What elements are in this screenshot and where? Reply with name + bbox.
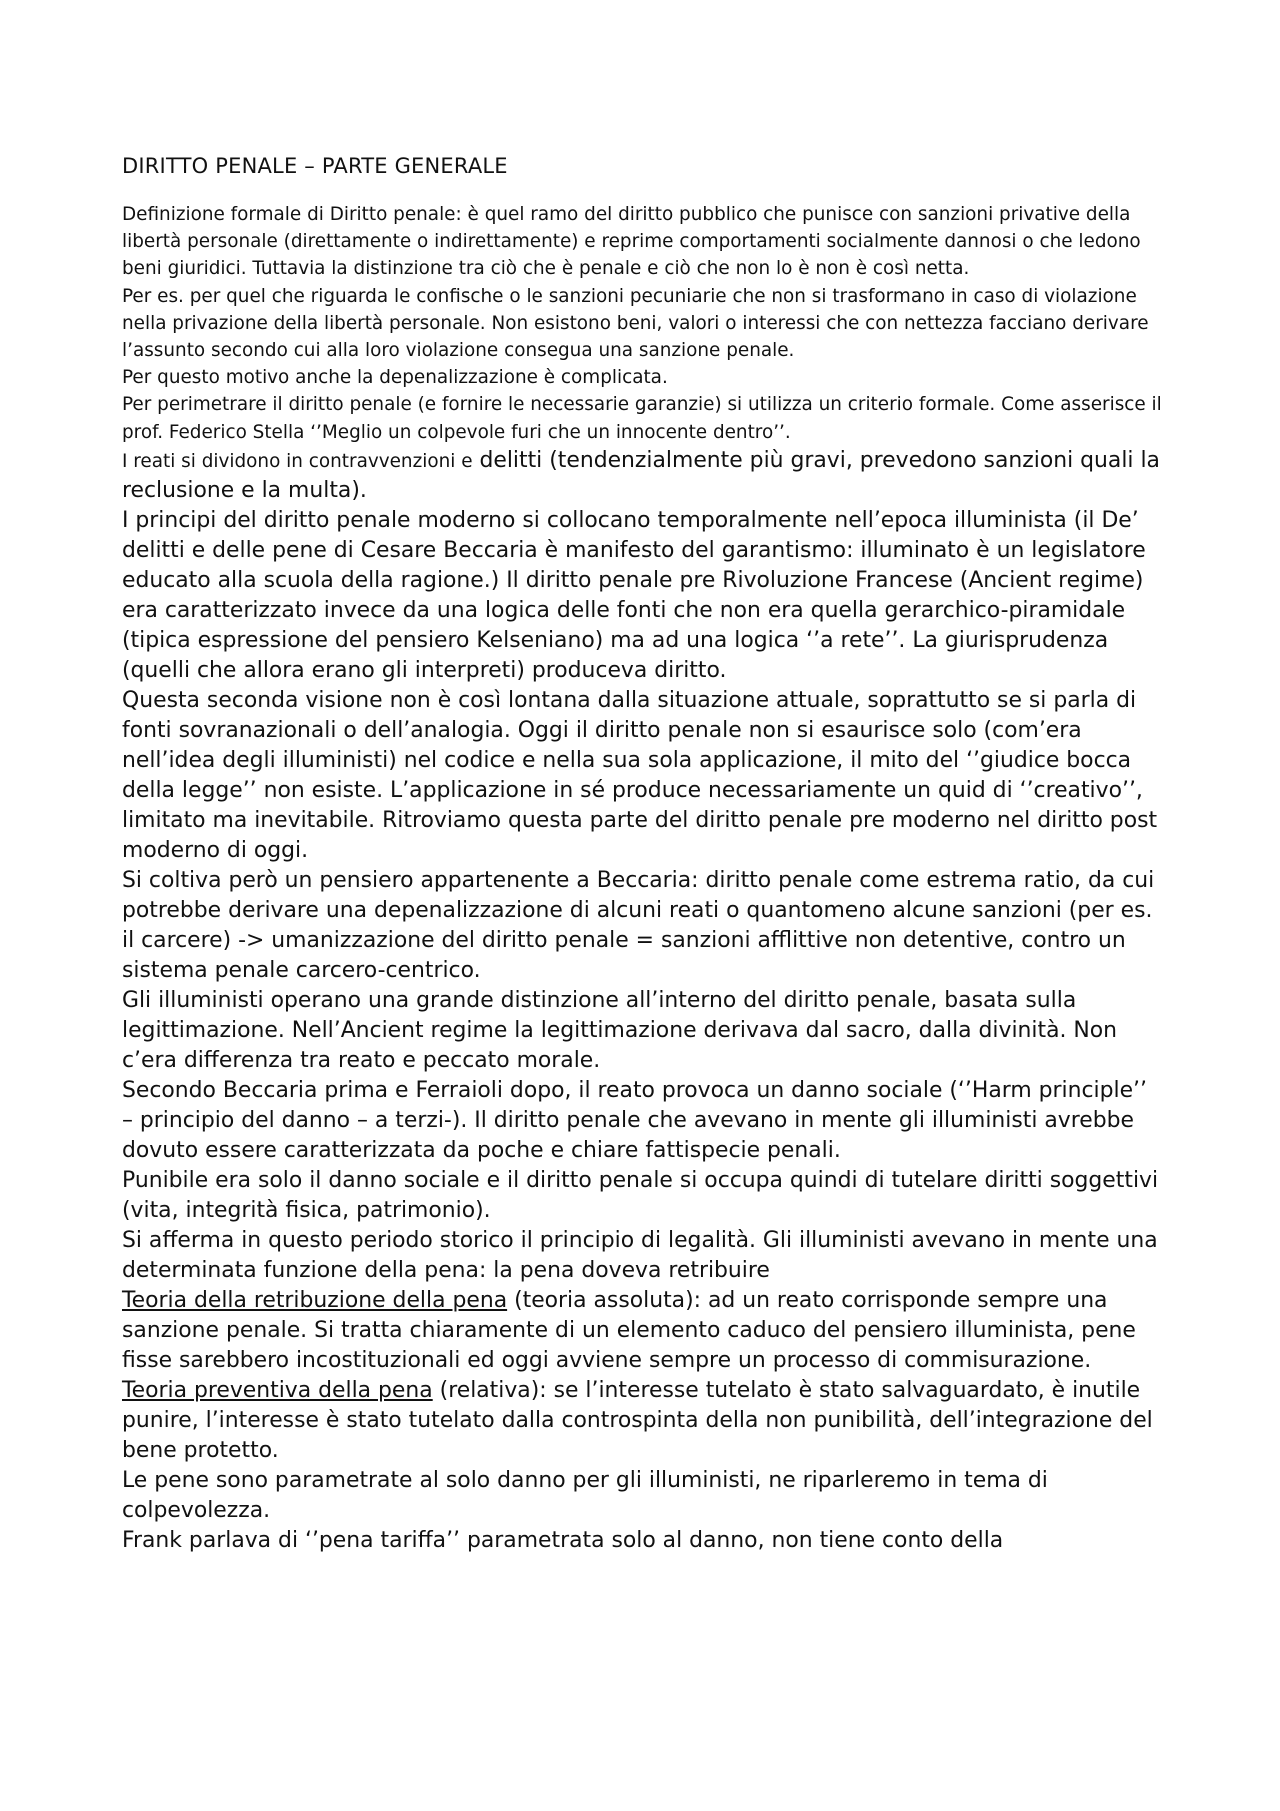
paragraph-depenalization: Per questo motivo anche la depenalizzazione è complicata. — [122, 367, 668, 389]
paragraph-harm-principle: Secondo Beccaria prima e Ferraioli dopo, il reato provoca un danno sociale (‘’Harm principle’’ – principio del danno – a terzi-). Il diritto penale che avevano in mente gli illuministi avrebbe dovuto essere caratterizzata da poche e chiare fattispecie penali. — [122, 1077, 1147, 1163]
reati-text-small: I reati si dividono in contravvenzioni e — [122, 450, 473, 472]
paragraph-reati — [122, 446, 1162, 506]
paragraph-parametrized-penalties: Le pene sono parametrate al solo danno per gli illuministi, ne riparleremo in tema di colpevolezza. — [122, 1467, 1048, 1523]
paragraph-preventive-theory — [122, 1376, 1162, 1466]
paragraph-retribution-theory — [122, 1286, 1162, 1376]
document-page — [122, 152, 1162, 1556]
paragraph-second-vision: Questa seconda visione non è così lontana dalla situazione attuale, soprattutto se si parla di fonti sovranazionali o dell’analogia. Oggi il diritto penale non si esaurisce solo (com’era nell’idea degli illuministi) nel codice e nella sua sola applicazione, il mito del ‘’giudice bocca della legge’’ non esiste. L’applicazione in sé produce necessariamente un quid di ‘’creativo’’, limitato ma inevitabile. Ritroviamo questa parte del diritto penale pre moderno nel diritto post moderno di oggi. — [122, 687, 1158, 863]
retribution-theory-heading: Teoria della retribuzione della pena — [122, 1287, 508, 1313]
paragraph-frank: Frank parlava di ‘’pena tariffa’’ parametrata solo al danno, non tiene conto della — [122, 1527, 1004, 1553]
paragraph-example: Per es. per quel che riguarda le confische o le sanzioni pecuniarie che non si trasformano in caso di violazione nella privazione della libertà personale. Non esistono beni, valori o interessi che con nettezza facciano derivare l’assunto secondo cui alla loro violazione consegua una sanzione penale. — [122, 285, 1149, 362]
reati-text-large: delitti (tendenzialmente più gravi, prevedono sanzioni quali la reclusione e la multa). — [122, 447, 1160, 503]
paragraph-formal-criterion: Per perimetrare il diritto penale (e fornire le necessarie garanzie) si utilizza un criterio formale. Come asserisce il prof. Federico Stella ‘’Meglio un colpevole furi che un innocente dentro’’. — [122, 394, 1162, 443]
paragraph-social-damage: Punibile era solo il danno sociale e il diritto penale si occupa quindi di tutelare diritti soggettivi (vita, integrità fisica, patrimonio). — [122, 1167, 1159, 1223]
page-title: DIRITTO PENALE – PARTE GENERALE — [122, 154, 508, 178]
preventive-theory-heading: Teoria preventiva della pena — [122, 1377, 433, 1403]
paragraph-definition: Definizione formale di Diritto penale: è quel ramo del diritto pubblico che punisce con sanzioni privative della libertà personale (direttamente o indirettamente) e reprime comportamenti socialmente dannosi o che ledono beni giuridici. Tuttavia la distinzione tra ciò che è penale e ciò che non lo è non è così netta. — [122, 204, 1141, 280]
paragraph-legitimation: Gli illuministi operano una grande distinzione all’interno del diritto penale, basata sulla legittimazione. Nell’Ancient regime la legittimazione derivava dal sacro, dalla divinità. Non c’era differenza tra reato e peccato morale. — [122, 987, 1118, 1073]
paragraph-legality: Si afferma in questo periodo storico il principio di legalità. Gli illuministi avevano in mente una determinata funzione della pena: la pena doveva retribuire — [122, 1227, 1158, 1283]
paragraph-principles: I principi del diritto penale moderno si collocano temporalmente nell’epoca illuminista (il De’ delitti e delle pene di Cesare Beccaria è manifesto del garantismo: illuminato è un legislatore educato alla scuola della ragione.) Il diritto penale pre Rivoluzione Francese (Ancient regime) era caratterizzato invece da una logica delle fonti che non era quella gerarchico-piramidale (tipica espressione del pensiero Kelseniano) ma ad una logica ‘’a rete’’. La giurisprudenza (quelli che allora erano gli interpreti) produceva diritto. — [122, 507, 1146, 683]
preventive-theory-text: (relativa): se l’interesse tutelato è stato salvaguardato, è inutile punire, l’interesse è stato tutelato dalla controspinta della non punibilità, dell’integrazione del bene protetto. — [122, 1377, 1153, 1463]
retribution-theory-text: (teoria assoluta): ad un reato corrisponde sempre una sanzione penale. Si tratta chiaramente di un elemento caduco del pensiero illuminista, pene fisse sarebbero incostituzionali ed oggi avviene sempre un processo di commisurazione. — [122, 1287, 1136, 1373]
paragraph-beccaria: Si coltiva però un pensiero appartenente a Beccaria: diritto penale come estrema ratio, da cui potrebbe derivare una depenalizzazione di alcuni reati o quantomeno alcune sanzioni (per es. il carcere) -> umanizzazione del diritto penale = sanzioni afflittive non detentive, contro un sistema penale carcero-centrico. — [122, 867, 1155, 983]
